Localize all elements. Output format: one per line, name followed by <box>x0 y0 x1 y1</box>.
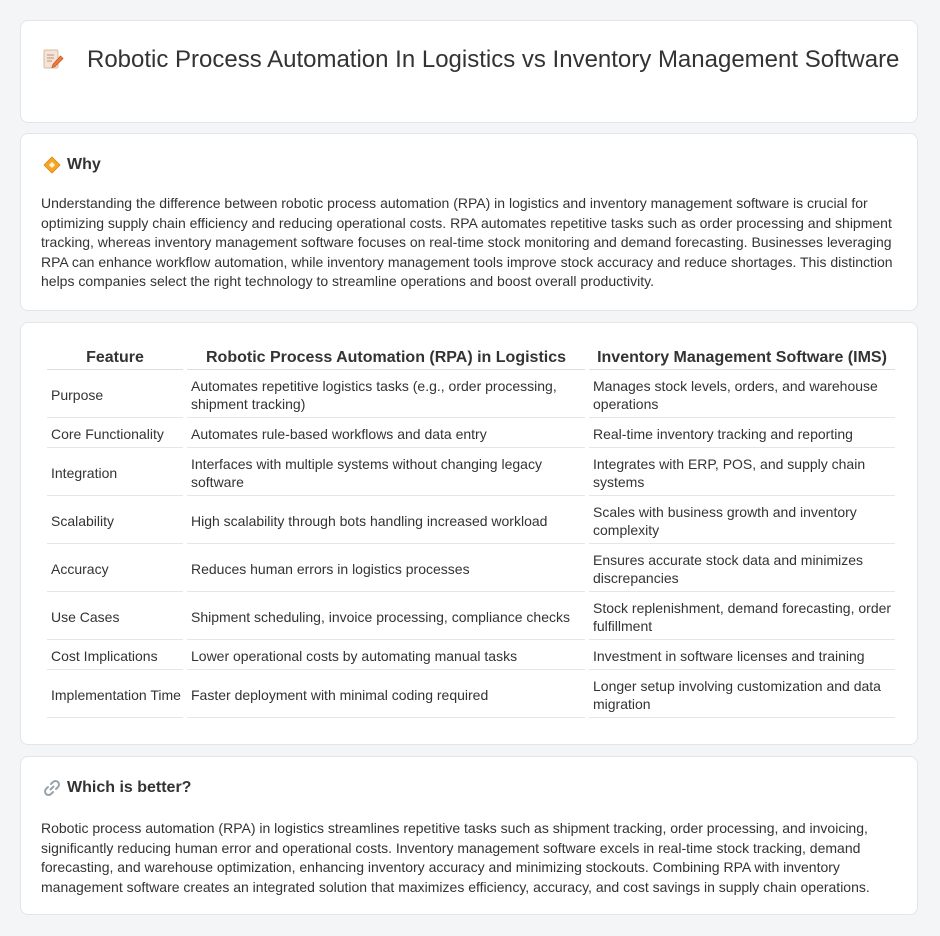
page-title <box>41 45 901 74</box>
table-row <box>47 420 895 448</box>
why-heading <box>43 156 101 174</box>
table-cell: Manages stock levels, orders, and warehouse operations <box>589 372 895 418</box>
page-title-text: Robotic Process Automation In Logistics vs Inventory Management Software <box>87 46 900 73</box>
title-card <box>20 20 918 123</box>
table-cell: Accuracy <box>47 546 183 592</box>
document-pencil-icon <box>41 47 65 71</box>
column-header: Inventory Management Software (IMS) <box>589 345 895 370</box>
table-row <box>47 450 895 496</box>
table-cell: Reduces human errors in logistics processes <box>187 546 585 592</box>
better-paragraph: Robotic process automation (RPA) in logistics streamlines repetitive tasks such as shipment tracking, order processing, and invoicing, significantly reducing human error and operational costs. Inventory management software excels in real-time stock tracking, demand forecasting, and warehouse optimization, enhancing inventory accuracy and minimizing stockouts. Combining RPA with inventory management software creates an integrated solution that maximizes efficiency, accuracy, and cost savings in supply chain operations. <box>41 820 870 895</box>
table-cell: Real-time inventory tracking and reporting <box>589 420 895 448</box>
better-heading-text: Which is better? <box>67 779 192 796</box>
table-cell: Purpose <box>47 372 183 418</box>
table-cell: Investment in software licenses and training <box>589 642 895 670</box>
table-cell: Implementation Time <box>47 672 183 718</box>
why-heading-text: Why <box>67 156 101 173</box>
why-paragraph: Understanding the difference between robotic process automation (RPA) in logistics and inventory management software is crucial for optimizing supply chain efficiency and reducing operational costs. RPA automates repetitive tasks such as order processing and shipment tracking, whereas inventory management software focuses on real-time stock monitoring and demand forecasting. Businesses leveraging RPA can enhance workflow automation, while inventory management tools improve stock accuracy and reduce shortages. This distinction helps companies select the right technology to streamline operations and boost overall productivity. <box>41 195 893 290</box>
table-cell: Automates rule-based workflows and data entry <box>187 420 585 448</box>
table-row <box>47 372 895 418</box>
table-cell: Use Cases <box>47 594 183 640</box>
why-section <box>20 133 918 311</box>
table-cell: Scales with business growth and inventory complexity <box>589 498 895 544</box>
table-cell: Stock replenishment, demand forecasting, order fulfillment <box>589 594 895 640</box>
table-cell: Scalability <box>47 498 183 544</box>
table-cell: Faster deployment with minimal coding required <box>187 672 585 718</box>
table-cell: Core Functionality <box>47 420 183 448</box>
which-is-better-section <box>20 756 918 915</box>
table-row <box>47 672 895 718</box>
table-row <box>47 546 895 592</box>
table-cell: Automates repetitive logistics tasks (e.g., order processing, shipment tracking) <box>187 372 585 418</box>
link-icon <box>43 779 61 797</box>
diamond-sign-icon <box>43 156 61 174</box>
column-header: Robotic Process Automation (RPA) in Logistics <box>187 345 585 370</box>
table-row <box>47 498 895 544</box>
table-cell: Ensures accurate stock data and minimizes discrepancies <box>589 546 895 592</box>
column-header: Feature <box>47 345 183 370</box>
table-cell: Lower operational costs by automating manual tasks <box>187 642 585 670</box>
table-header-row <box>47 345 895 370</box>
better-heading <box>43 779 191 797</box>
comparison-table <box>43 343 899 720</box>
table-cell: High scalability through bots handling increased workload <box>187 498 585 544</box>
table-row <box>47 594 895 640</box>
table-cell: Integrates with ERP, POS, and supply chain systems <box>589 450 895 496</box>
table-cell: Interfaces with multiple systems without changing legacy software <box>187 450 585 496</box>
table-cell: Shipment scheduling, invoice processing, compliance checks <box>187 594 585 640</box>
table-cell: Cost Implications <box>47 642 183 670</box>
table-cell: Integration <box>47 450 183 496</box>
table-row <box>47 642 895 670</box>
comparison-section <box>20 322 918 745</box>
table-cell: Longer setup involving customization and data migration <box>589 672 895 718</box>
